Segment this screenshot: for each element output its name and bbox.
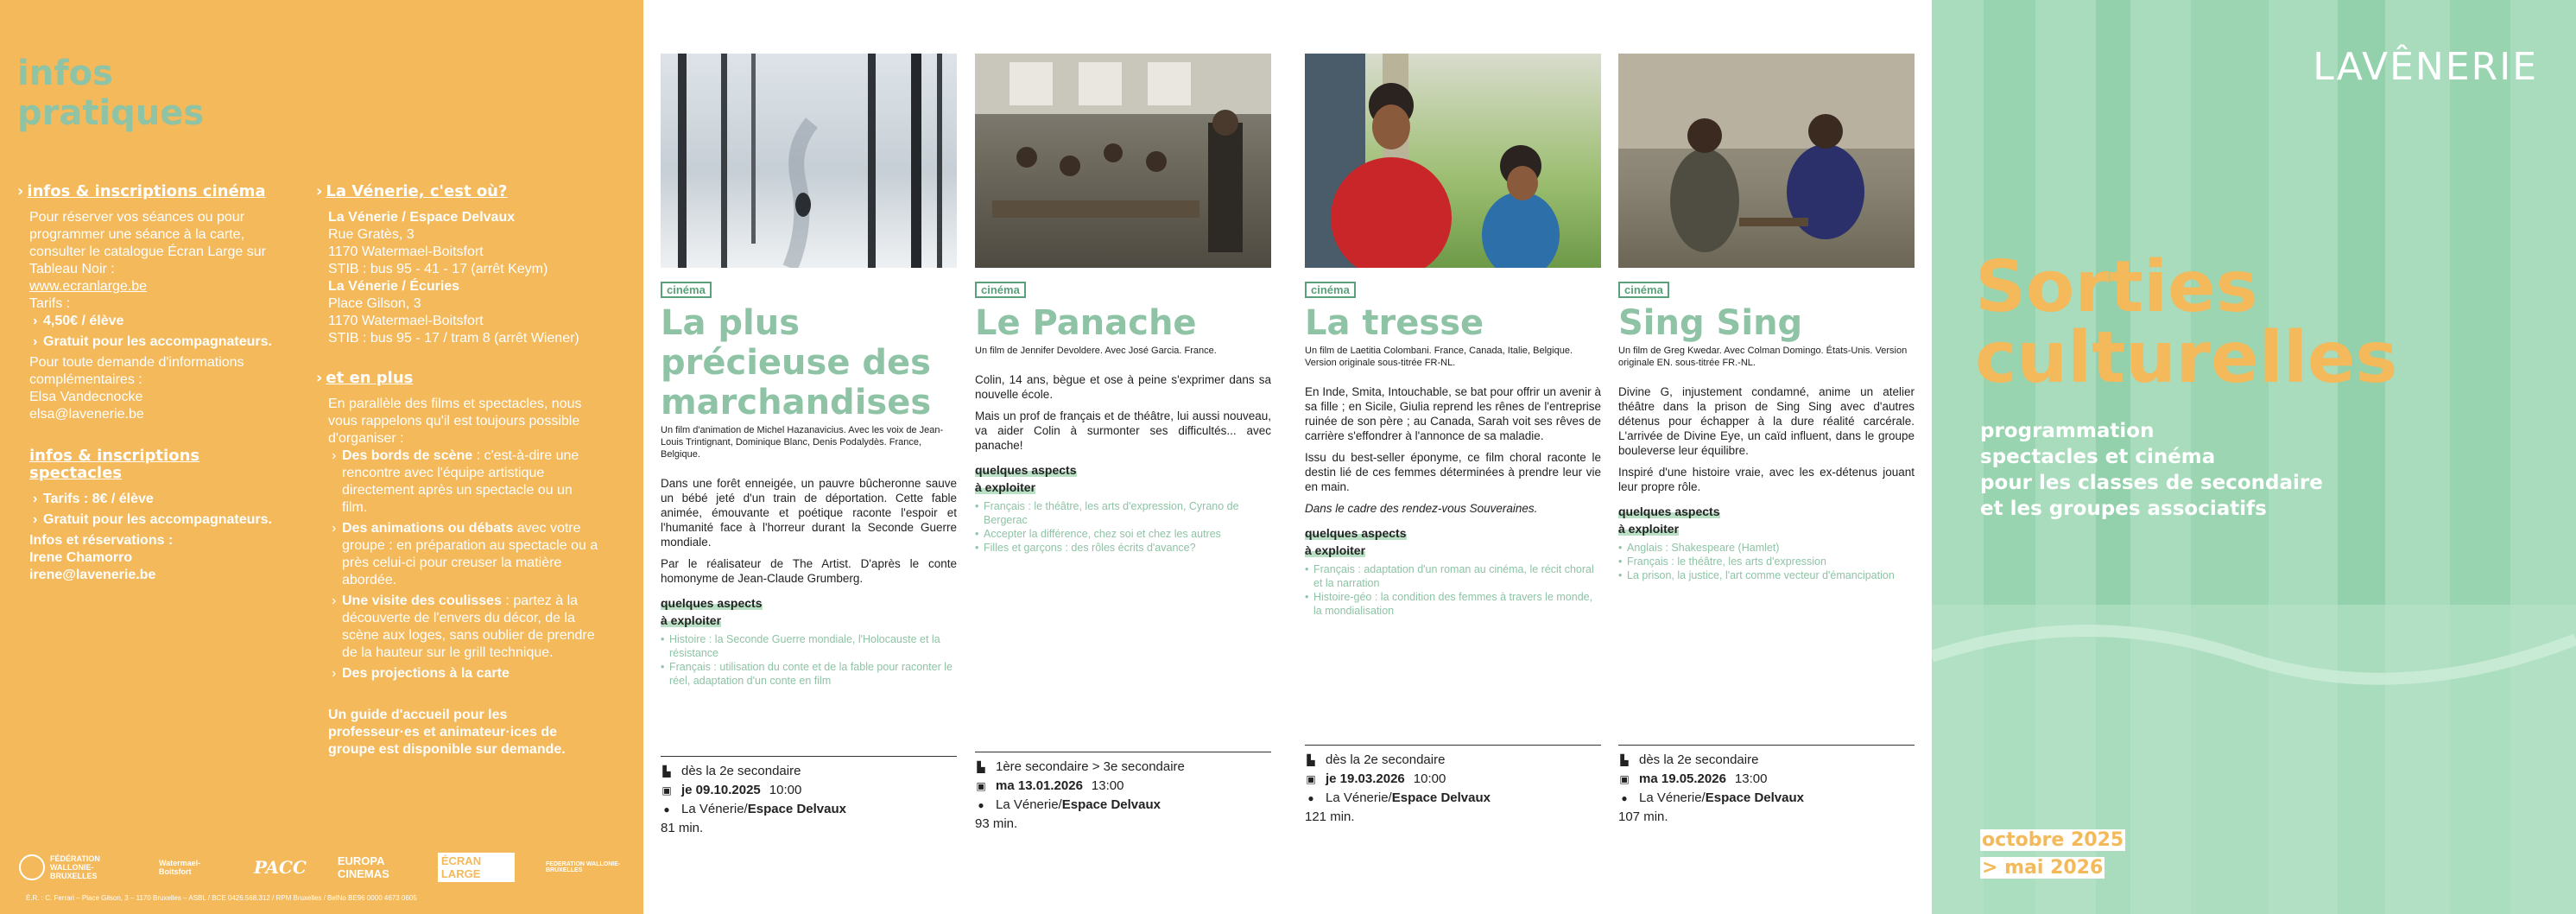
partner-logos — [19, 851, 623, 884]
film-credit: Un film de Greg Kwedar. Avec Colman Domingo. États-Unis. Version originale EN. sous-titrée FR.-NL. — [1618, 346, 1908, 368]
film-image — [975, 54, 1271, 268]
irene-email-link[interactable]: irene@lavenerie.be — [29, 568, 156, 582]
film-synopsis: Colin, 14 ans, bègue et ose à peine s'exprimer dans sa nouvelle école. Mais un prof de français et de théâtre, lui aussi nouveau, va aider Colin à surmonter ses difficultés... avec panache! — [975, 373, 1271, 452]
film-title: La plus précieuse des marchandises — [661, 303, 932, 422]
legal-mention: É.R. : C. Ferrari – Place Gilson, 3 – 1170 Bruxelles – ASBL / BCE 0426.568.312 / RPM Bruxelles / BelNo BE96 0000 4673 0605 — [26, 894, 417, 902]
location-pin-icon: ● — [1621, 792, 1628, 804]
aspects-heading: quelques aspects à exploiter — [1618, 505, 1720, 536]
film-image — [661, 54, 957, 268]
plus-heading: › et en plus — [316, 369, 414, 387]
level-icon: ▙ — [1307, 754, 1315, 766]
film-credit: Un film de Laetitia Colombani. France, Canada, Italie, Belgique. Version originale sous-titrée FR-NL. — [1305, 346, 1573, 368]
spectacles-info-heading: infos & inscriptions spectacles — [29, 447, 200, 482]
cinema-info-heading: › infos & inscriptions cinéma — [17, 182, 266, 200]
cover-subtitle: programmation spectacles et cinéma pour les classes de secondaire et les groupes associatifs — [1980, 420, 2323, 520]
film-synopsis: Divine G, injustement condamné, anime un atelier théâtre dans la prison de Sing Sing avec d'autres détenus pour échapper à la dure réalité carcérale. L'arrivée de Divine Eye, un caïd influent, dans le groupe bouleverse leur équilibre. Inspiré d'une histoire vraie, avec les ex-détenus jouant leur propre rôle. — [1618, 385, 1915, 493]
elsa-email-link[interactable]: elsa@lavenerie.be — [29, 407, 144, 422]
aspect-item: • Français : le théâtre, les arts d'expression — [1618, 555, 1915, 568]
aspect-item: • Filles et garçons : des rôles écrits d'avance? — [975, 541, 1271, 555]
level-icon: ▙ — [662, 765, 671, 778]
europa-cinemas-logo: EUROPA CINEMAS — [337, 854, 389, 880]
calendar-icon: ▣ — [976, 780, 986, 792]
film-synopsis: En Inde, Smita, Intouchable, se bat pour offrir un avenir à sa fille ; en Sicile, Giulia reprend les rênes de l'entreprise ruinée de son père ; au Canada, Sarah voit ses rêves de carrière s'effondrer à l'annonce de sa maladie. Issu du best-seller éponyme, ce film choral raconte le destin lié de ces femmes déterminées à prendre leur vie en main. Dans le cadre des rendez-vous Souveraines. — [1305, 385, 1601, 515]
ecranlarge-link[interactable]: www.ecranlarge.be — [29, 279, 148, 294]
tarif-item: › Gratuit pour les accompagnateurs. — [29, 333, 294, 351]
aspects-heading: quelques aspects à exploiter — [975, 463, 1077, 494]
aspects-list — [661, 632, 957, 688]
aspect-item: • Français : utilisation du conte et de la fable pour raconter le réel, adaptation d'un conte en film — [661, 660, 957, 688]
category-tag: cinéma — [1305, 282, 1356, 298]
film-credit: Un film de Jennifer Devoldere. Avec José Garcia. France. — [975, 346, 1217, 356]
film-synopsis: Dans une forêt enneigée, un pauvre bûcheronne sauve un bébé jeté d'un train de déportation. Cette fable animée, émouvante et poétique raconte l'espoir et l'humanité face à l'horreur durant la Seconde Guerre mondiale. Par le réalisateur de The Artist. D'après le conte homonyme de Jean-Claude Grumberg. — [661, 477, 957, 585]
aspects-heading: quelques aspects à exploiter — [1305, 526, 1407, 557]
film-credit: Un film d'animation de Michel Hazanavicius. Avec les voix de Jean-Louis Trintignant, Dominique Blanc, Denis Podalydès. France, Belgique. — [661, 425, 944, 460]
pacc-logo: PACC — [253, 857, 307, 878]
guide-note: Un guide d'accueil pour les professeur·es et animateur·ices de groupe est disponible sur demande. — [328, 708, 566, 757]
film-card — [1618, 54, 1915, 582]
cover-title: Sorties culturelles — [1975, 246, 2398, 399]
location-pin-icon: ● — [978, 799, 984, 811]
level-icon: ▙ — [1620, 754, 1629, 766]
films-panel — [643, 0, 1932, 914]
plus-item: › Des bords de scène : c'est-à-dire une rencontre avec l'équipe artistique directement après un spectacle ou un film. — [328, 447, 601, 517]
infos-panel — [0, 0, 643, 914]
aspect-item: • Histoire : la Seconde Guerre mondiale, l'Holocauste et la résistance — [661, 632, 957, 660]
infos-column-right: › La Vénerie, c'est où? La Vénerie / Espace Delvaux Rue Gratès, 3 1170 Watermael-Boitsfort STIB : bus 95 - 41 - 17 (arrêt Keym) La Vénerie / Écuries Place Gilson, 3 1170 Watermael-Boitsfort STIB : bus 95 - 17 / tram 8 (arrêt Wiener) › et en plus En parallèle des films et spectacles, nous vous rappelons qu'il est toujours possible d'organiser : › Des bords de scène : c'est-à-dire une rencontre avec l'équipe artistique directement après un spectacle ou un film. › Des animations ou débats avec votre groupe : en préparation au spectacle ou a près celui-ci pour creuser la matière abordée. › Une visite des coulisses : partez à la découverte de l'envers du décor, de la scène aux loges, sans oublier de prendre de la hauteur sur le grill technique. › Des projections à la carte Un guide d'accueil pour les professeur·es et animateur·ices de groupe est disponible sur demande. — [316, 183, 601, 758]
aspects-list — [975, 499, 1271, 555]
aspect-item: • Français : adaptation d'un roman au cinéma, le récit choral et la narration — [1305, 562, 1601, 590]
level-icon: ▙ — [977, 761, 985, 773]
plus-item: › Des animations ou débats avec votre groupe : en préparation au spectacle ou a près celui-ci pour creuser la matière abordée. — [328, 520, 601, 589]
screening-info: ▙ 1ère secondaire > 3e secondaire ▣ ma 13.01.2026 13:00 ● La Vénerie/Espace Delvaux 93 min. — [975, 752, 1271, 834]
arrow-icon: › — [17, 182, 24, 200]
film-title: Le Panache — [975, 303, 1197, 343]
film-card — [1305, 54, 1601, 618]
aspect-item: • Anglais : Shakespeare (Hamlet) — [1618, 541, 1915, 555]
film-title: La tresse — [1305, 303, 1484, 343]
screening-info: ▙ dès la 2e secondaire ▣ je 19.03.2026 10:00 ● La Vénerie/Espace Delvaux 121 min. — [1305, 745, 1601, 827]
aspects-heading: quelques aspects à exploiter — [661, 596, 763, 627]
screening-info: ▙ dès la 2e secondaire ▣ ma 19.05.2026 13:00 ● La Vénerie/Espace Delvaux 107 min. — [1618, 745, 1915, 827]
ecran-large-logo: ÉCRAN LARGE — [438, 853, 515, 882]
film-title: Sing Sing — [1618, 303, 1803, 343]
plus-item: › Des projections à la carte — [328, 665, 601, 682]
infos-title: infos pratiques — [17, 54, 205, 133]
lavenerie-logo: LAVÊNERIE — [2313, 45, 2538, 89]
arrow-icon: › — [316, 369, 323, 387]
calendar-icon: ▣ — [1306, 773, 1316, 785]
arrow-icon: › — [316, 182, 323, 200]
tarif-item: › 4,50€ / élève — [29, 313, 294, 330]
tarif-item: › Gratuit pour les accompagnateurs. — [29, 511, 294, 529]
category-tag: cinéma — [1618, 282, 1669, 298]
calendar-icon: ▣ — [1619, 773, 1630, 785]
infos-column-left: › infos & inscriptions cinéma Pour réserver vos séances ou pour programmer une séance à la carte, consulter le catalogue Écran Large sur Tableau Noir : www.ecranlarge.be Tarifs : › 4,50€ / élève › Gratuit pour les accompagnateurs. Pour toute demande d'informations complémentaires : Elsa Vandecnocke elsa@lavenerie.be infos & inscriptions spectacles › Tarifs : 8€ / élève › Gratuit pour les accompagnateurs. Infos et réservations : Irene Chamorro irene@lavenerie.be — [17, 183, 294, 584]
aspect-item: • Accepter la différence, chez soi et chez les autres — [975, 527, 1271, 541]
film-image — [1618, 54, 1915, 268]
location-pin-icon: ● — [663, 803, 670, 816]
aspect-item: • La prison, la justice, l'art comme vecteur d'émancipation — [1618, 568, 1915, 582]
category-tag: cinéma — [661, 282, 712, 298]
aspect-item: • Histoire-géo : la condition des femmes à travers le monde, la mondialisation — [1305, 590, 1601, 618]
calendar-icon: ▣ — [661, 784, 672, 797]
film-card — [975, 54, 1271, 555]
season-dates: octobre 2025 > mai 2026 — [1982, 829, 2124, 879]
tarif-item: › Tarifs : 8€ / élève — [29, 491, 294, 508]
film-image — [1305, 54, 1601, 268]
location-pin-icon: ● — [1307, 792, 1314, 804]
fwb-logo-2: FEDERATION WALLONIE-BRUXELLES — [546, 861, 621, 873]
location-heading: › La Vénerie, c'est où? — [316, 182, 508, 200]
commune-logo: Watermael-Boitsfort — [159, 859, 201, 876]
plus-item: › Une visite des coulisses : partez à la découverte de l'envers du décor, de la scène aux loges, sans oublier de prendre de la hauteur sur le grill technique. — [328, 593, 601, 662]
fwb-logo: FÉDÉRATION WALLONIE-BRUXELLES — [19, 854, 128, 880]
film-card — [661, 54, 957, 688]
screening-info: ▙ dès la 2e secondaire ▣ je 09.10.2025 10:00 ● La Vénerie/Espace Delvaux 81 min. — [661, 756, 957, 838]
aspects-list — [1305, 562, 1601, 618]
aspects-list — [1618, 541, 1915, 582]
cover-panel — [1932, 0, 2576, 914]
aspect-item: • Français : le théâtre, les arts d'expression, Cyrano de Bergerac — [975, 499, 1271, 527]
category-tag: cinéma — [975, 282, 1026, 298]
